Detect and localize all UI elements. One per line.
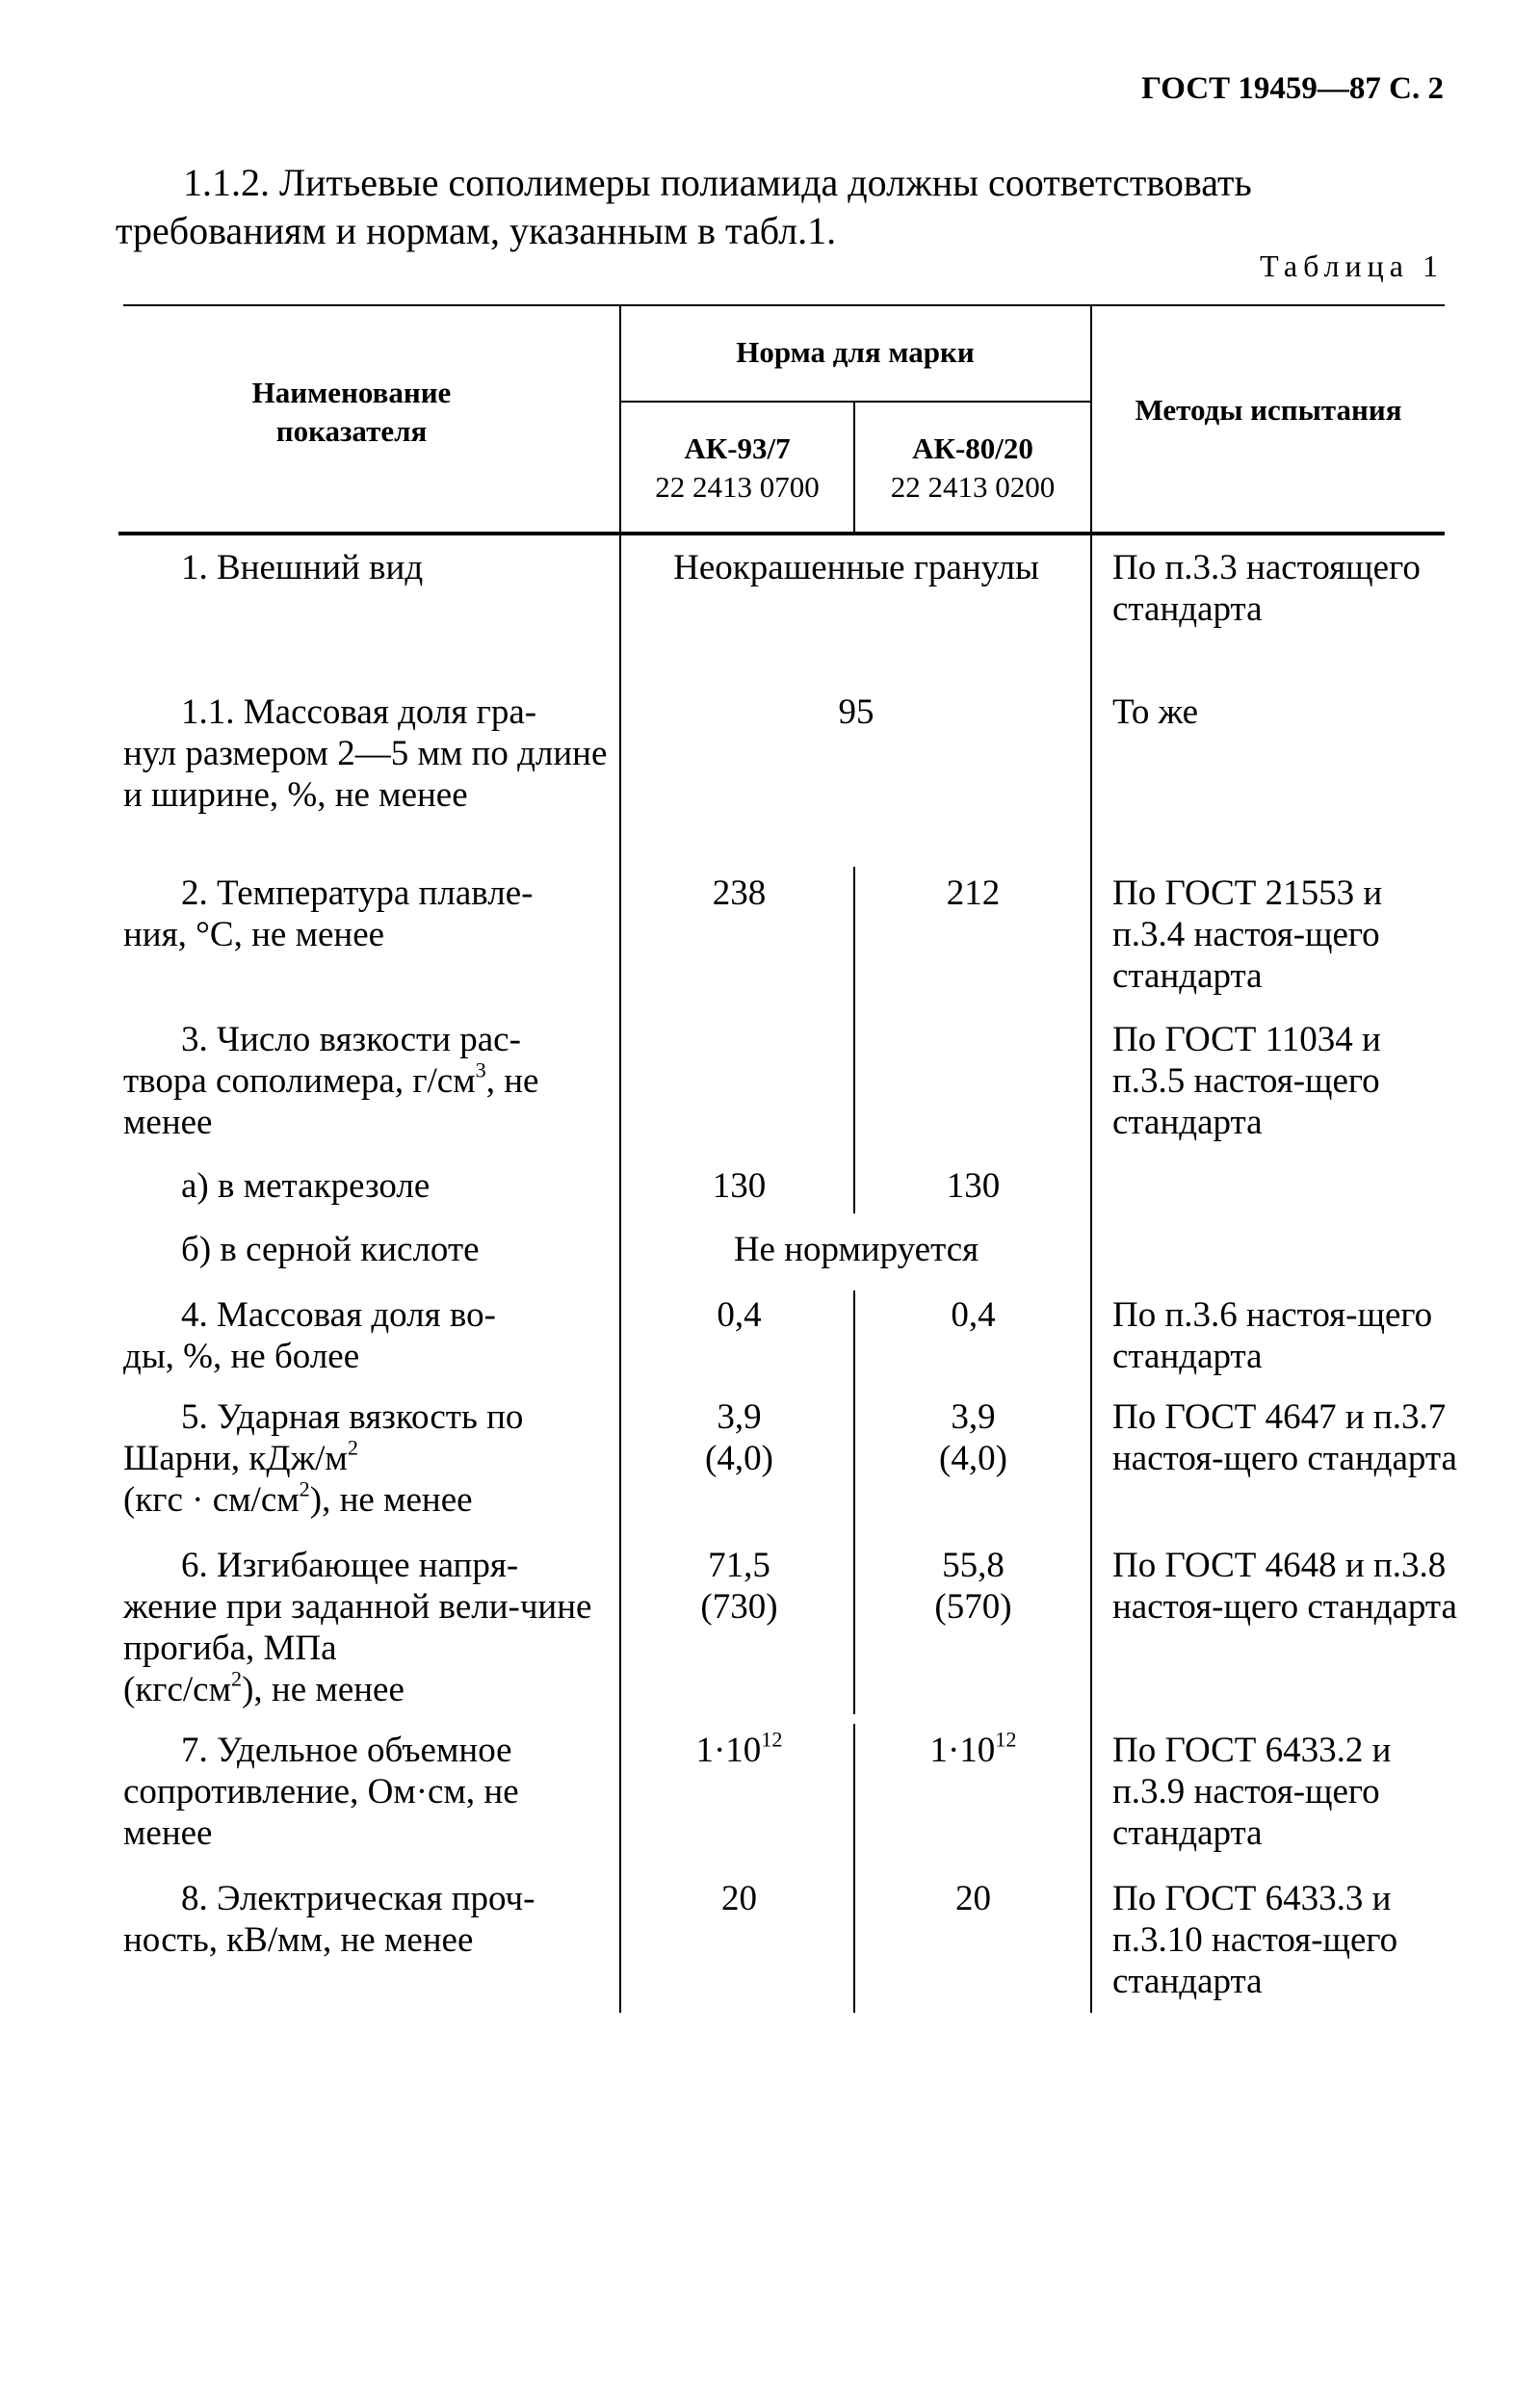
row-method: По п.3.3 настоящего стандарта xyxy=(1112,548,1421,629)
table-row xyxy=(123,1878,614,1961)
table-row xyxy=(123,547,614,588)
col-divider-2b xyxy=(853,1290,855,1714)
header-grade-1 xyxy=(621,430,853,507)
row-name-rest: сопротивление, Ом·см, не менее xyxy=(123,1772,519,1853)
row-method: То же xyxy=(1112,692,1199,732)
col-divider-3 xyxy=(1090,306,1092,2013)
row-name-rest: Шарни, кДж/$м^2$ xyxy=(123,1435,358,1478)
row-value-2: 0,4 xyxy=(951,1295,996,1335)
row-value-1: $1\cdot 10^{12}$ xyxy=(695,1727,783,1770)
row-value-span: Неокрашенные гранулы xyxy=(673,548,1039,587)
row-value-1: 3,9 (4,0) xyxy=(705,1397,773,1478)
row-value-1: 20 xyxy=(721,1879,757,1918)
row-method: По ГОСТ 11034 и п.3.5 настоя-щего стандарта xyxy=(1112,1020,1381,1142)
subheader-rule xyxy=(619,401,1091,403)
row-value-2: 130 xyxy=(946,1166,1001,1206)
grade-2-name: АК-80/20 xyxy=(912,431,1033,465)
row-name-rest: ность, кВ/мм, не менее xyxy=(123,1920,474,1960)
table-row xyxy=(123,1294,614,1377)
row-method: По ГОСТ 6433.2 и п.3.9 настоя-щего стандарта xyxy=(1112,1731,1392,1853)
header-method: Методы испытания xyxy=(1135,393,1402,427)
row-name-rest: ния, °С, не менее xyxy=(123,915,385,954)
table-row xyxy=(123,1545,614,1710)
row-value-2: 212 xyxy=(946,873,1001,913)
header-name: Наименование показателя xyxy=(251,376,452,448)
table-row xyxy=(123,1165,614,1207)
row-name-rest: ды, %, не более xyxy=(123,1337,360,1376)
header-bottom-rule xyxy=(118,532,1445,535)
grade-1-name: АК-93/7 xyxy=(684,431,791,465)
row-name: 4. Массовая доля во- xyxy=(181,1295,496,1335)
row-name: 2. Температура плавле- xyxy=(181,873,534,913)
col-divider-2a xyxy=(853,867,855,1213)
row-name-rest: твора сополимера, $г/см^3$, не менее xyxy=(123,1057,539,1142)
row-value-span: 95 xyxy=(838,692,874,732)
row-name-rest: жение при заданной вели-чине прогиба, МПа xyxy=(123,1587,592,1668)
row-name: б) в серной кислоте xyxy=(181,1230,480,1269)
row-name: 5. Ударная вязкость по xyxy=(181,1397,524,1437)
row-value-1: 0,4 xyxy=(717,1295,762,1335)
table-row xyxy=(123,873,614,955)
table-row xyxy=(123,1229,614,1270)
row-name: 1.1. Массовая доля гра- xyxy=(181,692,537,732)
row-value-2: 55,8 (570) xyxy=(934,1546,1012,1627)
col-divider-2c xyxy=(853,1724,855,2013)
table-row xyxy=(123,1019,614,1143)
row-name: 7. Удельное объемное xyxy=(181,1731,512,1770)
grade-1-code: 22 2413 0700 xyxy=(655,470,820,504)
row-name: 1. Внешний вид xyxy=(181,548,424,587)
row-method: По ГОСТ 4648 и п.3.8 настоя-щего стандарта xyxy=(1112,1546,1457,1627)
row-value-1: 130 xyxy=(712,1166,767,1206)
row-name-tail: $(кгс \cdot см/см^2)$, не менее xyxy=(123,1476,473,1520)
col-divider-1 xyxy=(619,306,621,2013)
row-name: 6. Изгибающее напря- xyxy=(181,1546,519,1585)
grade-2-code: 22 2413 0200 xyxy=(890,470,1056,504)
row-name-rest: нул размером 2—5 мм по длине и ширине, %, не менее xyxy=(123,734,608,815)
row-name: 3. Число вязкости рас- xyxy=(181,1020,521,1059)
row-value-2: $1\cdot 10^{12}$ xyxy=(929,1727,1017,1770)
document-reference: ГОСТ 19459—87 С. 2 xyxy=(1141,71,1444,106)
intro-line-1: 1.1.2. Литьевые сополимеры полиамида должны соответствовать xyxy=(183,161,1252,204)
table-top-rule xyxy=(123,304,1445,306)
row-method: По ГОСТ 6433.3 и п.3.10 настоя-щего стандарта xyxy=(1112,1879,1398,2001)
row-name-tail: $(кгс/см^2)$, не менее xyxy=(123,1666,405,1709)
intro-paragraph xyxy=(116,159,1445,255)
header-grade-2 xyxy=(855,430,1090,507)
row-method: По ГОСТ 4647 и п.3.7 настоя-щего стандарта xyxy=(1112,1397,1457,1478)
table-label: Таблица 1 xyxy=(1260,248,1444,283)
table-row xyxy=(123,691,614,816)
row-value-1: 238 xyxy=(712,873,767,913)
row-value-1: 71,5 (730) xyxy=(700,1546,778,1627)
table-row xyxy=(123,1396,614,1521)
row-name: 8. Электрическая проч- xyxy=(181,1879,535,1918)
table-row xyxy=(123,1730,614,1854)
row-value-span: Не нормируется xyxy=(733,1230,979,1269)
row-name: а) в метакрезоле xyxy=(181,1166,431,1206)
row-method: По п.3.6 настоя-щего стандарта xyxy=(1112,1295,1433,1376)
row-method: По ГОСТ 21553 и п.3.4 настоя-щего стандарта xyxy=(1112,873,1383,996)
header-norm: Норма для марки xyxy=(736,335,975,369)
row-value-2: 20 xyxy=(955,1879,991,1918)
intro-line-2: требованиям и нормам, указанным в табл.1. xyxy=(116,209,837,252)
row-value-2: 3,9 (4,0) xyxy=(939,1397,1007,1478)
